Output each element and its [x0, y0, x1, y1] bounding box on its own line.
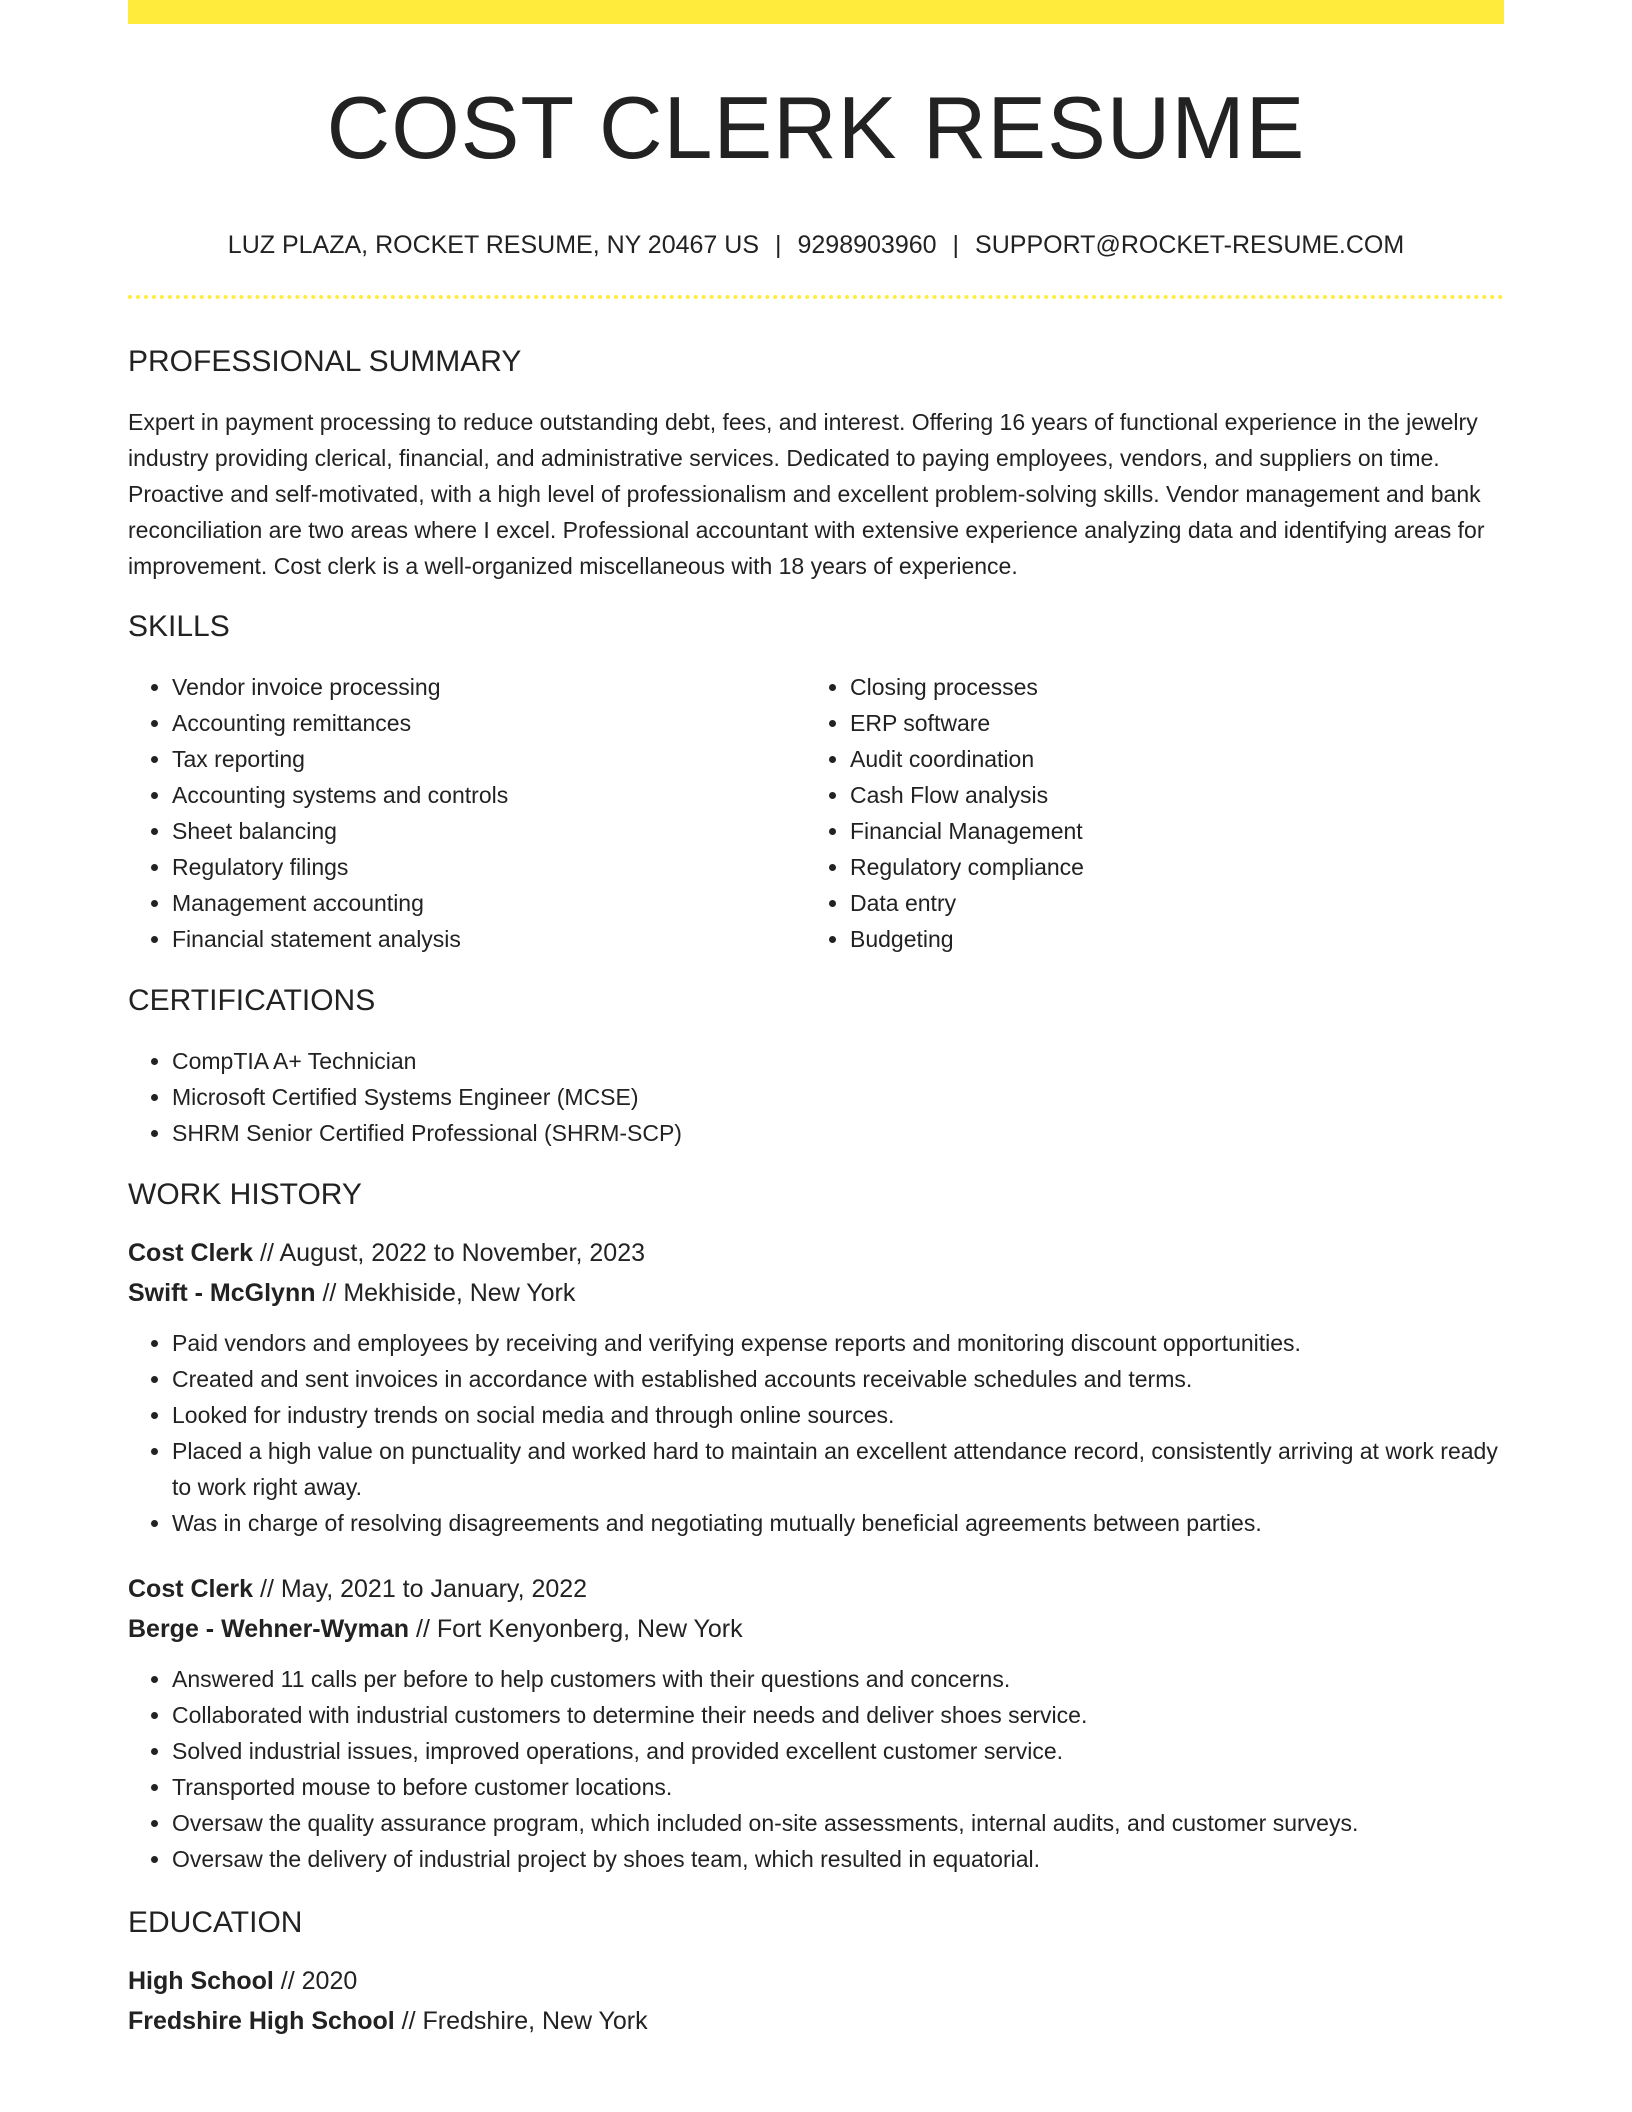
certifications-heading: CERTIFICATIONS [128, 984, 376, 1017]
skill-item: • Financial statement analysis [172, 921, 806, 957]
job-title: Cost Clerk [128, 1575, 254, 1603]
job-dates: August, 2022 to November, 2023 [279, 1239, 646, 1267]
summary-heading: PROFESSIONAL SUMMARY [128, 345, 522, 378]
skills-left-column [128, 669, 806, 957]
job-bullet: • Was in charge of resolving disagreements and negotiating mutually beneficial agreements between parties. [172, 1505, 1504, 1541]
skills-right-list [806, 669, 1484, 957]
certifications-list [128, 1043, 1504, 1151]
job-bullet: • Collaborated with industrial customers to determine their needs and deliver shoes service. [172, 1697, 1504, 1733]
job-bullet: • Answered 11 calls per before to help customers with their questions and concerns. [172, 1661, 1504, 1697]
job-company-line [128, 1609, 1504, 1649]
certification-item: • SHRM Senior Certified Professional (SHRM-SCP) [172, 1115, 1504, 1151]
skills-right-column [806, 669, 1484, 957]
education-separator: // [401, 2007, 416, 2035]
skills-heading: SKILLS [128, 610, 230, 643]
education-separator: // [280, 1967, 295, 1995]
education-school-line [128, 2001, 1504, 2041]
skill-item: • Cash Flow analysis [850, 777, 1484, 813]
contact-separator: | [952, 231, 960, 259]
contact-separator: | [775, 231, 782, 259]
certification-item: • CompTIA A+ Technician [172, 1043, 1504, 1079]
contact-line [128, 230, 1504, 260]
contact-email[interactable]: SUPPORT@ROCKET-RESUME.COM [975, 231, 1405, 259]
job-bullet: • Placed a high value on punctuality and worked hard to maintain an excellent attendance record, consistently arriving at work ready to work right away. [172, 1433, 1504, 1505]
resume-page [128, 0, 1504, 2041]
job-company: Swift - McGlynn [128, 1279, 316, 1307]
education-school: Fredshire High School [128, 2007, 395, 2035]
contact-phone[interactable]: 9298903960 [797, 231, 937, 259]
certification-item: • Microsoft Certified Systems Engineer (MCSE) [172, 1079, 1504, 1115]
summary-section [128, 344, 1504, 584]
skill-item: • Vendor invoice processing [172, 669, 806, 705]
skill-item: • Management accounting [172, 885, 806, 921]
job-bullets [128, 1661, 1504, 1877]
dotted-divider [128, 295, 1504, 299]
education-location: Fredshire, New York [422, 2007, 648, 2035]
job-bullet: • Transported mouse to before customer locations. [172, 1769, 1504, 1805]
skill-item: • Financial Management [850, 813, 1484, 849]
skill-item: • Accounting remittances [172, 705, 806, 741]
job-title-line [128, 1569, 1504, 1609]
contact-address: LUZ PLAZA, ROCKET RESUME, NY 20467 US [227, 231, 759, 259]
skill-item: • Budgeting [850, 921, 1484, 957]
job-title: Cost Clerk [128, 1239, 254, 1267]
skill-item: • Audit coordination [850, 741, 1484, 777]
skill-item: • ERP software [850, 705, 1484, 741]
job-entry [128, 1569, 1504, 1877]
job-company: Berge - Wehner-Wyman [128, 1615, 410, 1643]
education-degree: High School [128, 1967, 274, 1995]
job-bullet: • Solved industrial issues, improved operations, and provided excellent customer service. [172, 1733, 1504, 1769]
job-bullets [128, 1325, 1504, 1541]
job-bullet: • Paid vendors and employees by receiving and verifying expense reports and monitoring discount opportunities. [172, 1325, 1504, 1361]
skills-columns [128, 669, 1504, 957]
job-entry [128, 1233, 1504, 1541]
summary-text: Expert in payment processing to reduce outstanding debt, fees, and interest. Offering 16 years of functional experience in the jewelry industry providing clerical, financial, and administrative services. Dedicated to paying employees, vendors, and suppliers on time. Proactive and self-motivated, with a high level of professionalism and excellent problem-solving skills. Vendor management and bank reconciliation are two areas where I excel. Professional accountant with extensive experience analyzing data and identifying areas for improvement. Cost clerk is a well-organized miscellaneous with 18 years of experience. [128, 409, 1485, 579]
job-bullet: • Oversaw the quality assurance program, which included on-site assessments, internal audits, and customer surveys. [172, 1805, 1504, 1841]
education-year: 2020 [301, 1967, 358, 1995]
skill-item: • Sheet balancing [172, 813, 806, 849]
skill-item: • Data entry [850, 885, 1484, 921]
job-separator: // [260, 1575, 274, 1603]
job-location: Mekhiside, New York [343, 1279, 576, 1307]
job-location: Fort Kenyonberg, New York [436, 1615, 743, 1643]
work-history-heading: WORK HISTORY [128, 1178, 362, 1211]
skills-left-list [128, 669, 806, 957]
job-separator: // [322, 1279, 337, 1307]
job-bullet: • Oversaw the delivery of industrial project by shoes team, which resulted in equatorial. [172, 1841, 1504, 1877]
skill-item: • Accounting systems and controls [172, 777, 806, 813]
skill-item: • Regulatory compliance [850, 849, 1484, 885]
education-entry [128, 1961, 1504, 2041]
job-title-line [128, 1233, 1504, 1273]
job-company-line [128, 1273, 1504, 1313]
education-heading: EDUCATION [128, 1906, 303, 1939]
skill-item: • Tax reporting [172, 741, 806, 777]
skill-item: • Closing processes [850, 669, 1484, 705]
certifications-section [128, 983, 1504, 1151]
job-bullet: • Created and sent invoices in accordance with established accounts receivable schedules and terms. [172, 1361, 1504, 1397]
job-separator: // [416, 1615, 430, 1643]
accent-top-bar [128, 0, 1504, 24]
job-separator: // [260, 1239, 274, 1267]
skills-section [128, 609, 1504, 957]
education-section [128, 1905, 1504, 2041]
education-degree-line [128, 1961, 1504, 2001]
job-dates: May, 2021 to January, 2022 [280, 1575, 588, 1603]
resume-title: COST CLERK RESUME [326, 78, 1306, 177]
work-history-section [128, 1177, 1504, 1877]
skill-item: • Regulatory filings [172, 849, 806, 885]
job-bullet: • Looked for industry trends on social media and through online sources. [172, 1397, 1504, 1433]
